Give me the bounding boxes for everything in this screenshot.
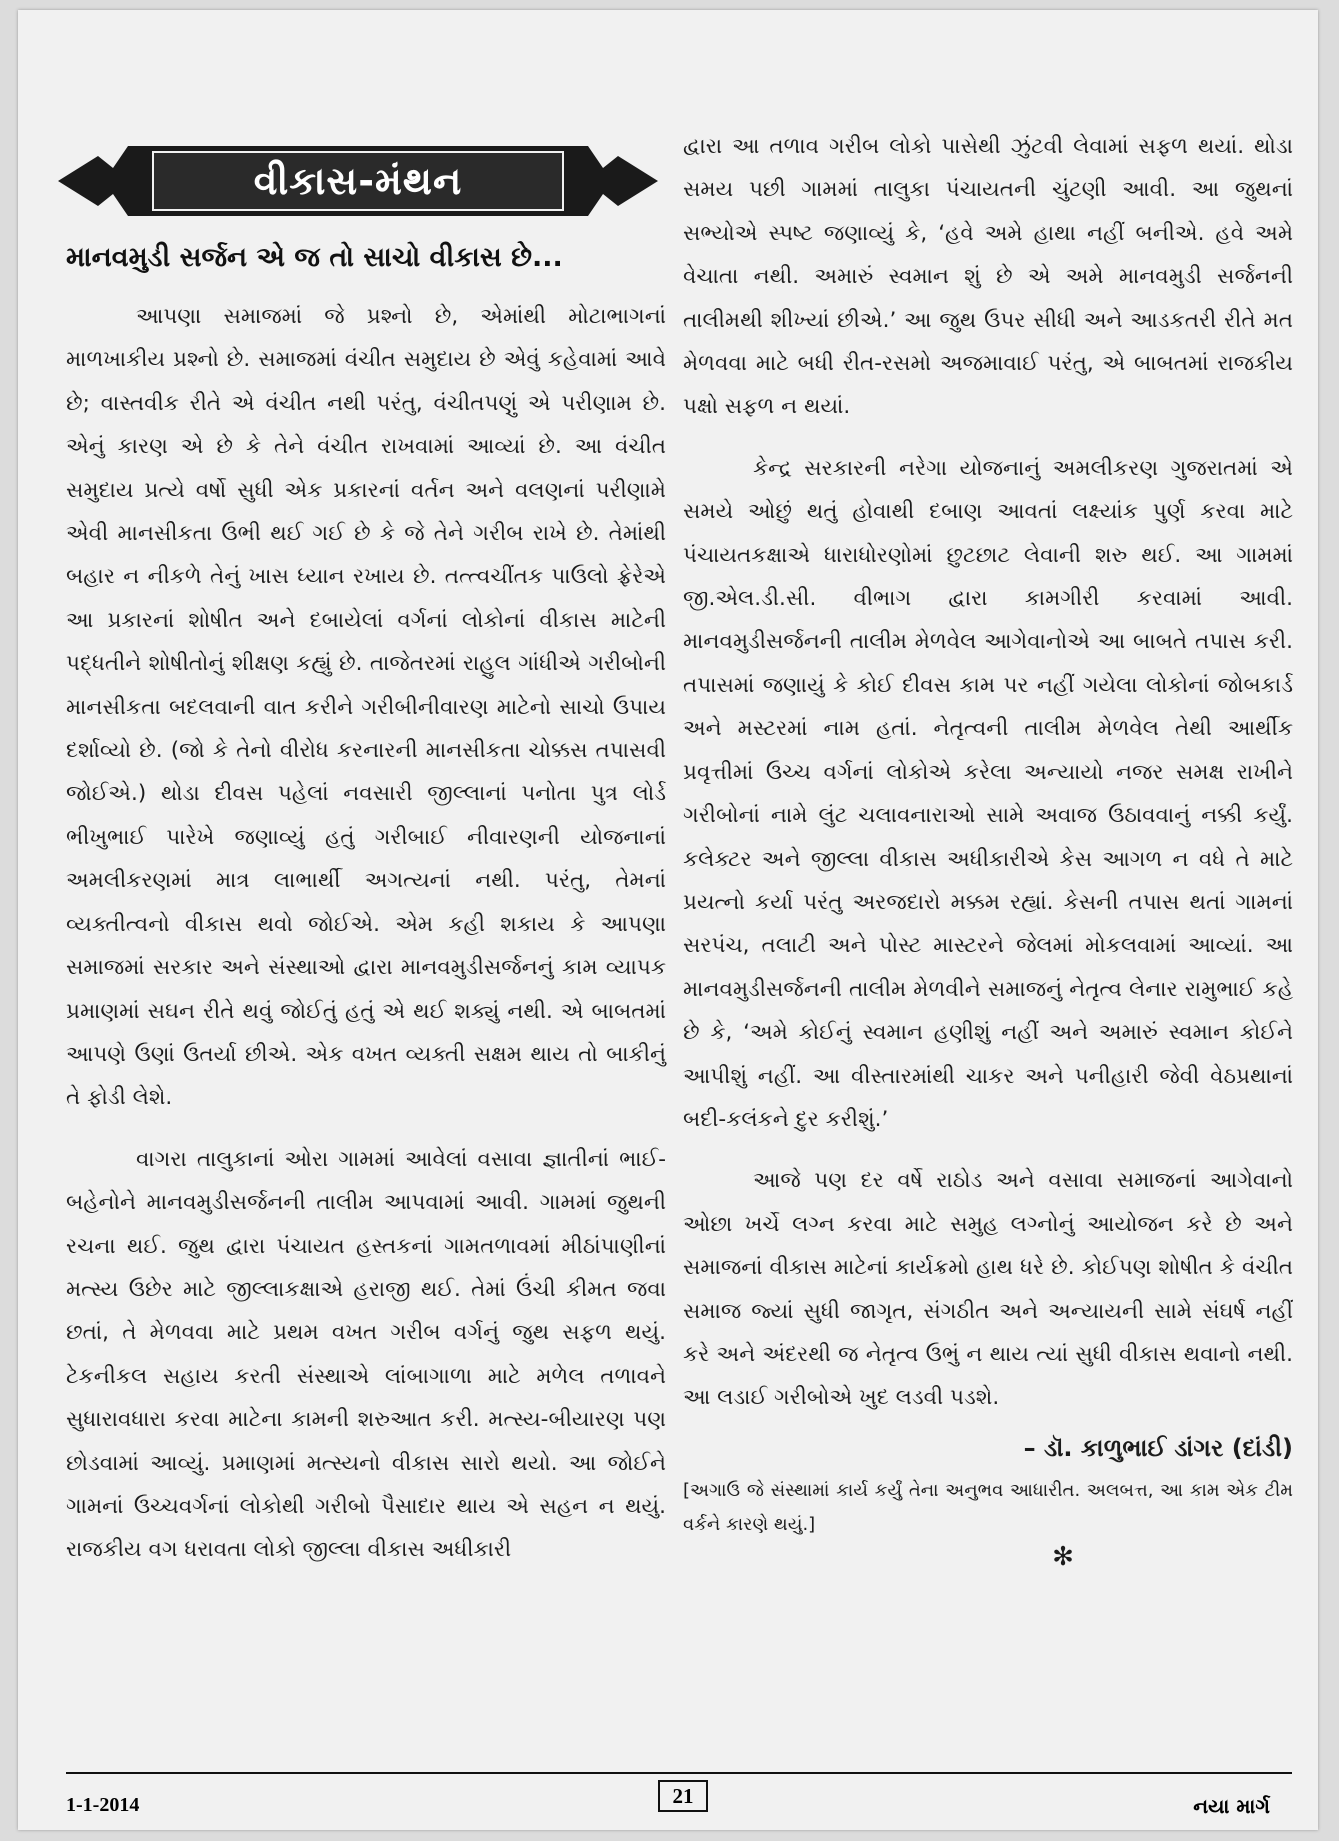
section-banner — [58, 138, 658, 224]
magazine-name: નયા માર્ગ — [1193, 1794, 1270, 1818]
left-column — [66, 295, 666, 1572]
author-byline: – ડૉ. કાળુભાઈ ડાંગર (દાંડી) — [1023, 1433, 1293, 1462]
end-mark: ✻ — [1052, 1541, 1074, 1572]
magazine-page — [18, 10, 1318, 1830]
page-number: 21 — [658, 1780, 708, 1812]
author-note: [અગાઉ જે સંસ્થામાં કાર્ય કર્યું તેના અનુભવ આધારીત. અલબત્ત, આ કામ એક ટીમ વર્કને કારણે થયું.] — [683, 1479, 1293, 1535]
right-column — [683, 125, 1293, 1572]
article-headline: માનવમુડી સર્જન એ જ તો સાચો વીકાસ છે... — [66, 242, 563, 273]
paragraph: કેન્દ્ર સરકારની નરેગા યોજનાનું અમલીકરણ ગુજરાતમાં એ સમયે ઓછું થતું હોવાથી દબાણ આવતાં લક્ષ્યાંક પુર્ણ કરવા માટે પંચાયતકક્ષાએ ધારાધોરણોમાં છુટછાટ લેવાની શરુ થઈ. આ ગામમાં જી.એલ.ડી.સી. વીભાગ દ્વારા કામગીરી કરવામાં આવી. માનવમુડીસર્જનની તાલીમ મેળવેલ આગેવાનોએ આ બાબતે તપાસ કરી. તપાસમાં જણાયું કે કોઈ દીવસ કામ પર નહીં ગયેલા લોકોનાં જોબકાર્ડ અને મસ્ટરમાં નામ હતાં. નેતૃત્વની તાલીમ મેળવેલ તેથી આર્થીક પ્રવૃત્તીમાં ઉચ્ચ વર્ગનાં લોકોએ કરેલા અન્યાયો નજર સમક્ષ રાખીને ગરીબોનાં નામે લુંટ ચલાવનારાઓ સામે અવાજ ઉઠાવવાનું નક્કી કર્યું. કલેક્ટર અને જીલ્લા વીકાસ અધીકારીએ કેસ આગળ ન વધે તે માટે પ્રયત્નો કર્યા પરંતુ અરજદારો મક્કમ રહ્યાં. કેસની તપાસ થતાં ગામનાં સરપંચ, તલાટી અને પોસ્ટ માસ્ટરને જેલમાં મોકલવામાં આવ્યાં. આ માનવમુડીસર્જનની તાલીમ મેળવીને સમાજનું નેતૃત્વ લેનાર રામુભાઈ કહે છે કે, ‘અમે કોઈનું સ્વમાન હણીશું નહીં અને અમારું સ્વમાન કોઈને આપીશું નહીં. આ વીસ્તારમાંથી ચાકર અને પનીહારી જેવી વેઠપ્રથાનાં બદી-કલંકને દુર કરીશું.’ — [683, 455, 1293, 1132]
paragraph: આજે પણ દર વર્ષે રાઠોડ અને વસાવા સમાજનાં આગેવાનો ઓછા ખર્ચે લગ્ન કરવા માટે સમુહ લગ્નોનું આયોજન કરે છે અને સમાજનાં વીકાસ માટેનાં કાર્યક્રમો હાથ ધરે છે. કોઈપણ શોષીત કે વંચીત સમાજ જ્યાં સુધી જાગૃત, સંગઠીત અને અન્યાયની સામે સંઘર્ષ નહીં કરે અને અંદરથી જ નેતૃત્વ ઉભું ન થાય ત્યાં સુધી વીકાસ થવાનો નથી. આ લડાઈ ગરીબોએ ખુદ લડવી પડશે. — [683, 1168, 1293, 1411]
footer-rule — [66, 1772, 1292, 1774]
section-title: વીકાસ-મંથન — [253, 158, 463, 203]
issue-date: 1-1-2014 — [66, 1794, 140, 1816]
paragraph: દ્વારા આ તળાવ ગરીબ લોકો પાસેથી ઝુંટવી લેવામાં સફળ થયાં. થોડા સમય પછી ગામમાં તાલુકા પંચાયતની ચુંટણી આવી. આ જુથનાં સભ્યોએ સ્પષ્ટ જણાવ્યું કે, ‘હવે અમે હાથા નહીં બનીએ. હવે અમે વેચાતા નથી. અમારું સ્વમાન શું છે એ અમે માનવમુડી સર્જનની તાલીમથી શીખ્યાં છીએ.’ આ જુથ ઉપર સીધી અને આડકતરી રીતે મત મેળવવા માટે બધી રીત-રસમો અજમાવાઈ પરંતુ, એ બાબતમાં રાજકીય પક્ષો સફળ ન થયાં. — [683, 134, 1293, 420]
paragraph: વાગરા તાલુકાનાં ઓરા ગામમાં આવેલાં વસાવા જ્ઞાતીનાં ભાઈ-બહેનોને માનવમુડીસર્જનની તાલીમ આપવામાં આવી. ગામમાં જુથની રચના થઈ. જુથ દ્વારા પંચાયત હસ્તકનાં ગામતળાવમાં મીઠાંપાણીનાં મત્સ્ય ઉછેર માટે જીલ્લાકક્ષાએ હરાજી થઈ. તેમાં ઉંચી કીમત જવા છતાં, તે મેળવવા માટે પ્રથમ વખત ગરીબ વર્ગનું જુથ સફળ થયું. ટેકનીકલ સહાય કરતી સંસ્થાએ લાંબાગાળા માટે મળેલ તળાવને સુધારાવધારા કરવા માટેના કામની શરુઆત કરી. મત્સ્ય-બીયારણ પણ છોડવામાં આવ્યું. પ્રમાણમાં મત્સ્યનો વીકાસ સારો થયો. આ જોઈને ગામનાં ઉચ્ચવર્ગનાં લોકોથી ગરીબો પૈસાદાર થાય એ સહન ન થયું. રાજકીય વગ ધરાવતા લોકો જીલ્લા વીકાસ અધીકારી — [66, 1146, 666, 1563]
paragraph: આપણા સમાજમાં જે પ્રશ્નો છે, એમાંથી મોટાભાગનાં માળખાકીય પ્રશ્નો છે. સમાજમાં વંચીત સમુદાય છે એવું કહેવામાં આવે છે; વાસ્તવીક રીતે એ વંચીત નથી પરંતુ, વંચીતપણું એ પરીણામ છે. એનું કારણ એ છે કે તેને વંચીત રાખવામાં આવ્યાં છે. આ વંચીત સમુદાય પ્રત્યે વર્ષો સુધી એક પ્રકારનાં વર્તન અને વલણનાં પરીણામે એવી માનસીકતા ઉભી થઈ ગઈ છે કે જે તેને ગરીબ રાખે છે. તેમાંથી બહાર ન નીકળે તેનું ખાસ ધ્યાન રખાય છે. તત્ત્વચીંતક પાઉલો ફ્રેરેએ આ પ્રકારનાં શોષીત અને દબાયેલાં વર્ગનાં લોકોનાં વીકાસ માટેની પદ્ધતીને શોષીતોનું શીક્ષણ કહ્યું છે. તાજેતરમાં રાહુલ ગાંધીએ ગરીબોની માનસીકતા બદલવાની વાત કરીને ગરીબીનીવારણ માટેનો સાચો ઉપાય દર્શાવ્યો છે. (જો કે તેનો વીરોધ કરનારની માનસીકતા ચોક્કસ તપાસવી જોઈએ.) થોડા દીવસ પહેલાં નવસારી જીલ્લાનાં પનોતા પુત્ર લોર્ડ ભીખુભાઈ પારેખે જણાવ્યું હતું ગરીબાઈ નીવારણની યોજનાનાં અમલીકરણમાં માત્ર લાભાર્થી અગત્યનાં નથી. પરંતુ, તેમનાં વ્યક્તીત્વનો વીકાસ થવો જોઈએ. એમ કહી શકાય કે આપણા સમાજમાં સરકાર અને સંસ્થાઓ દ્વારા માનવમુડીસર્જનનું કામ વ્યાપક પ્રમાણમાં સઘન રીતે થવું જોઈતું હતું એ થઈ શક્યું નથી. એ બાબતમાં આપણે ઉણાં ઉતર્યા છીએ. એક વખત વ્યક્તી સક્ષમ થાય તો બાકીનું તે ફોડી લેશે. — [66, 304, 666, 1111]
